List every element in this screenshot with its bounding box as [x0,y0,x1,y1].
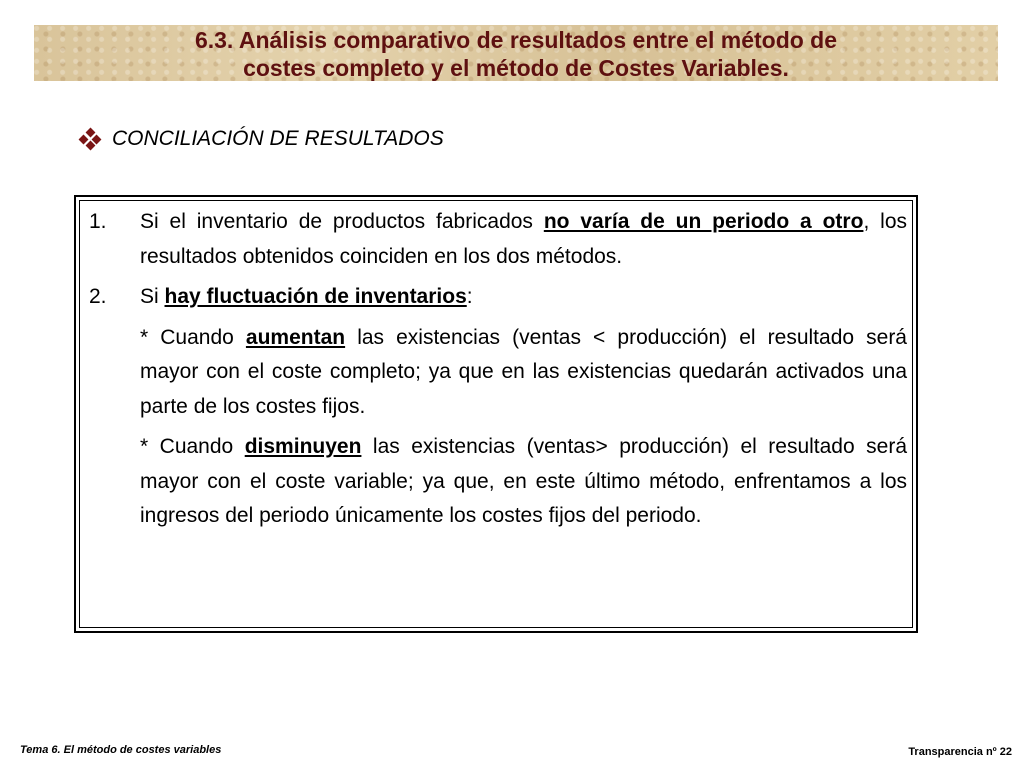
slide-title-banner [34,25,998,81]
list-item-text [140,280,907,315]
list-item-number: 2. [89,285,107,308]
underlined-emphasis: no varía de un periodo a otro [543,210,864,233]
content-box [74,195,918,633]
slide-title-line-1: 6.3. Análisis comparativo de resultados entre el método de [194,27,838,53]
text-run: * Cuando [140,325,246,349]
text-run: Si [140,285,165,308]
sub-paragraph-decrease [140,430,907,534]
text-run: Si el inventario de productos fabricados [140,210,544,233]
text-run: * Cuando [140,435,245,458]
list-item-1 [89,205,907,274]
content-text [89,205,907,540]
list-item-number: 1. [89,210,107,233]
footer-topic: Tema 6. El método de costes variables [20,744,222,756]
list-item-2 [89,280,907,315]
sub-paragraph-increase [140,321,907,425]
text-run: : [466,285,473,308]
text-run: las existencias (ventas> producción) el resultado será mayor con el coste variable; ya que, en este último método, enfrentamos a los ingresos del periodo únicamente los costes fijos del periodo. [140,435,908,527]
slide-title-line-2: costes completo y el método de Costes Variables. [243,55,789,81]
underlined-emphasis: aumentan [245,325,346,349]
section-heading [80,124,444,154]
section-title: CONCILIACIÓN DE RESULTADOS [112,127,444,150]
list-item-text [140,205,907,274]
text-run: las existencias (ventas < producción) el resultado será mayor con el coste completo; ya que en las existencias quedarán activados una parte de los costes fijos. [140,325,907,418]
footer-slide-number: Transparencia nº 22 [908,746,1012,758]
underlined-emphasis: hay fluctuación de inventarios [164,285,467,308]
text-run: , los resultados obtenidos coinciden en los dos métodos. [140,210,907,268]
four-diamonds-bullet-icon [80,129,100,149]
underlined-emphasis: disminuyen [244,435,362,458]
